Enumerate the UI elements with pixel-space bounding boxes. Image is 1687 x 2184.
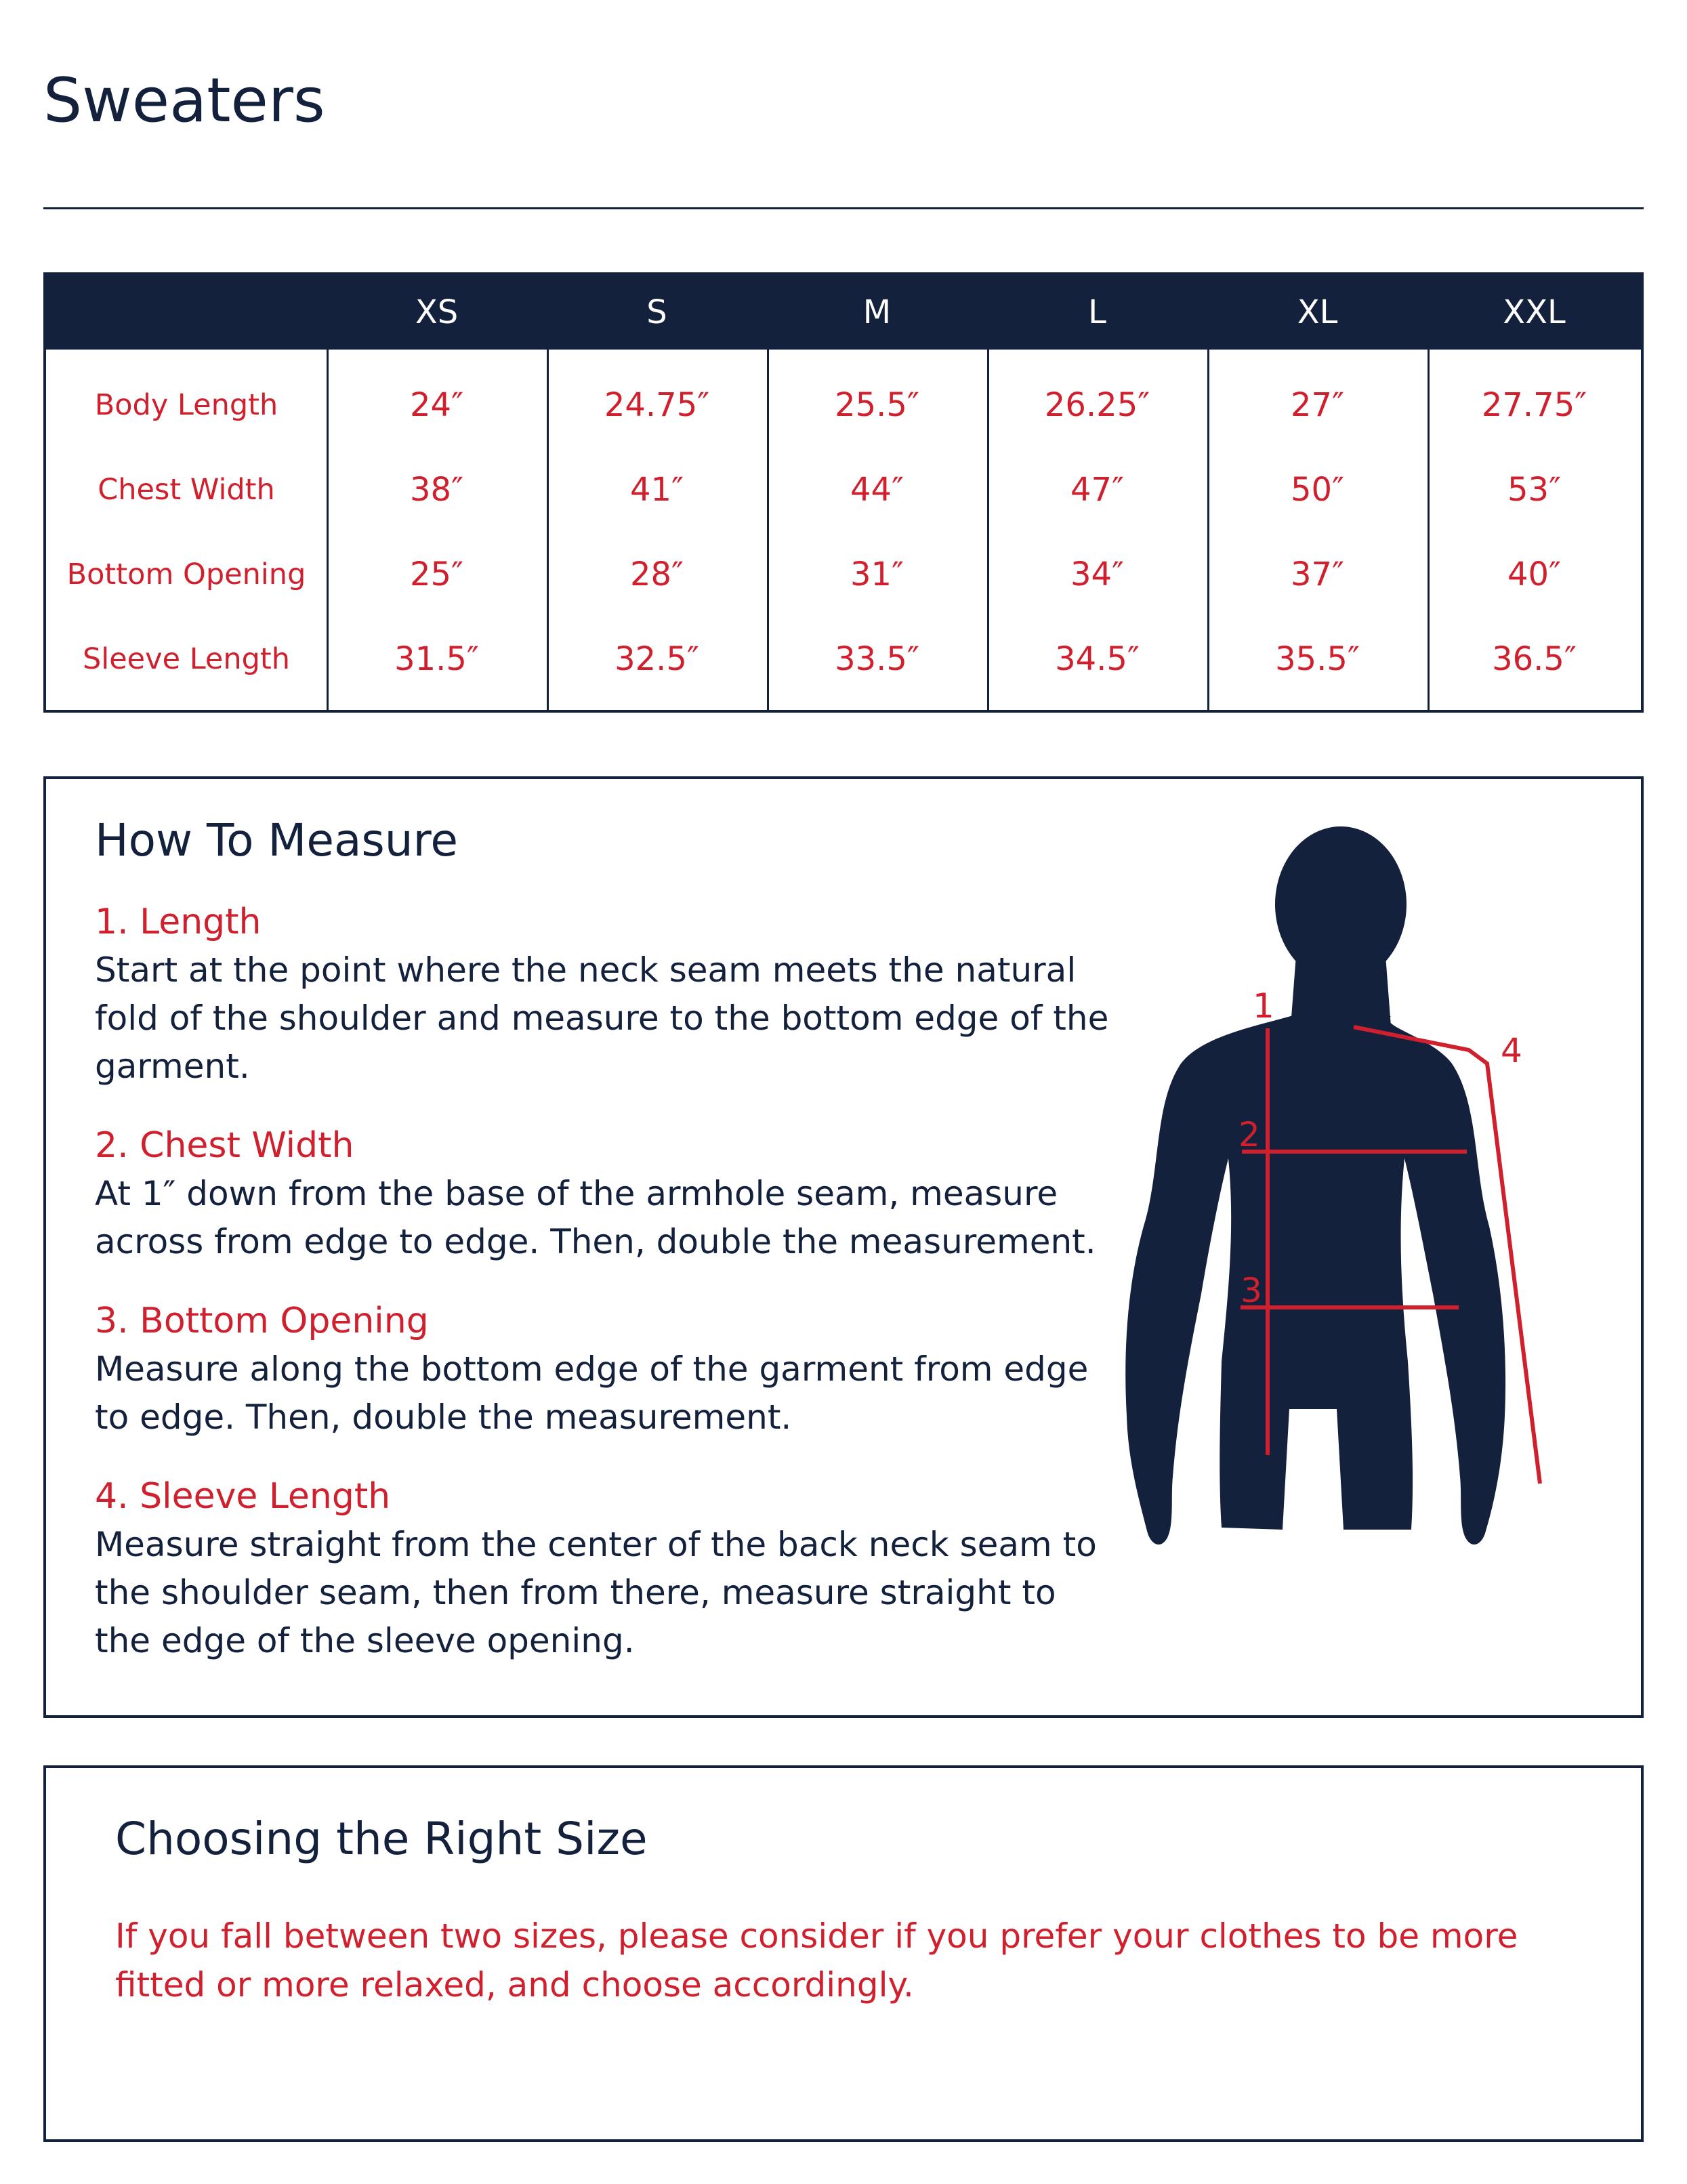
- table-cell: 27″: [1290, 386, 1344, 424]
- measure-step-sleeve-length: [95, 1472, 1111, 1665]
- measure-step-bottom-opening: [95, 1297, 1111, 1442]
- step-heading: 1. Length: [95, 902, 262, 942]
- how-to-measure-panel: [43, 776, 1644, 1718]
- step-text: Measure along the bottom edge of the garment from edge to edge. Then, double the measurement.: [95, 1349, 1089, 1437]
- choosing-size-title: Choosing the Right Size: [115, 1813, 648, 1865]
- figure-label-3: 3: [1241, 1271, 1262, 1310]
- size-header-m: M: [862, 293, 892, 331]
- table-cell: 41″: [629, 471, 684, 509]
- choosing-size-panel: [43, 1765, 1644, 2142]
- figure-label-4: 4: [1501, 1031, 1522, 1070]
- table-cell: 31.5″: [394, 640, 479, 678]
- step-heading: 4. Sleeve Length: [95, 1476, 391, 1517]
- how-to-measure-title: How To Measure: [95, 814, 458, 866]
- row-label-body-length: Body Length: [94, 388, 278, 422]
- table-cell: 38″: [409, 471, 463, 509]
- table-cell: 28″: [629, 555, 684, 593]
- torso-silhouette: [1125, 826, 1505, 1545]
- page-title: Sweaters: [43, 65, 325, 136]
- table-cell: 27.75″: [1481, 386, 1587, 424]
- size-header-l: L: [1088, 293, 1106, 331]
- size-header-xl: XL: [1297, 293, 1338, 331]
- size-header-xs: XS: [415, 293, 459, 331]
- step-text: At 1″ down from the base of the armhole seam, measure across from edge to edge. Then, double the measurement.: [95, 1174, 1096, 1261]
- table-cell: 35.5″: [1275, 640, 1360, 678]
- table-cell: 34″: [1070, 555, 1124, 593]
- step-text: Measure straight from the center of the back neck seam to the shoulder seam, then from there, measure straight to the edge of the sleeve opening.: [95, 1525, 1097, 1660]
- table-cell: 24″: [409, 386, 463, 424]
- title-divider: [43, 207, 1644, 209]
- table-cell: 36.5″: [1492, 640, 1577, 678]
- row-label-chest-width: Chest Width: [98, 473, 275, 507]
- table-cell: 33.5″: [835, 640, 919, 678]
- row-label-bottom-opening: Bottom Opening: [66, 558, 306, 591]
- table-cell: 37″: [1290, 555, 1344, 593]
- table-cell: 34.5″: [1055, 640, 1140, 678]
- figure-label-1: 1: [1253, 986, 1274, 1026]
- measure-step-chest-width: [95, 1121, 1111, 1266]
- table-cell: 24.75″: [604, 386, 710, 424]
- step-text: Start at the point where the neck seam meets the natural fold of the shoulder and measure to the bottom edge of the garment.: [95, 950, 1109, 1086]
- table-cell: 40″: [1507, 555, 1561, 593]
- step-heading: 3. Bottom Opening: [95, 1301, 429, 1341]
- measure-steps: [95, 898, 1111, 1696]
- step-heading: 2. Chest Width: [95, 1125, 354, 1166]
- table-cell: 25.5″: [835, 386, 919, 424]
- table-cell: 53″: [1507, 471, 1561, 509]
- size-header-s: S: [646, 293, 667, 331]
- size-header-xxl: XXL: [1503, 293, 1566, 331]
- table-cell: 32.5″: [615, 640, 699, 678]
- size-header-row: [46, 275, 1641, 350]
- figure-label-2: 2: [1238, 1115, 1260, 1154]
- table-cell: 26.25″: [1044, 386, 1150, 424]
- size-chart-table: [43, 272, 1644, 713]
- table-cell: 25″: [409, 555, 463, 593]
- table-cell: 31″: [850, 555, 904, 593]
- table-cell: 50″: [1290, 471, 1344, 509]
- body-measurement-figure: [1120, 820, 1608, 1578]
- measure-step-length: [95, 898, 1111, 1091]
- row-label-sleeve-length: Sleeve Length: [82, 642, 291, 676]
- choosing-size-text: If you fall between two sizes, please consider if you prefer your clothes to be more fitted or more relaxed, and choose accordingly.: [115, 1916, 1518, 2004]
- table-cell: 47″: [1070, 471, 1124, 509]
- table-cell: 44″: [850, 471, 904, 509]
